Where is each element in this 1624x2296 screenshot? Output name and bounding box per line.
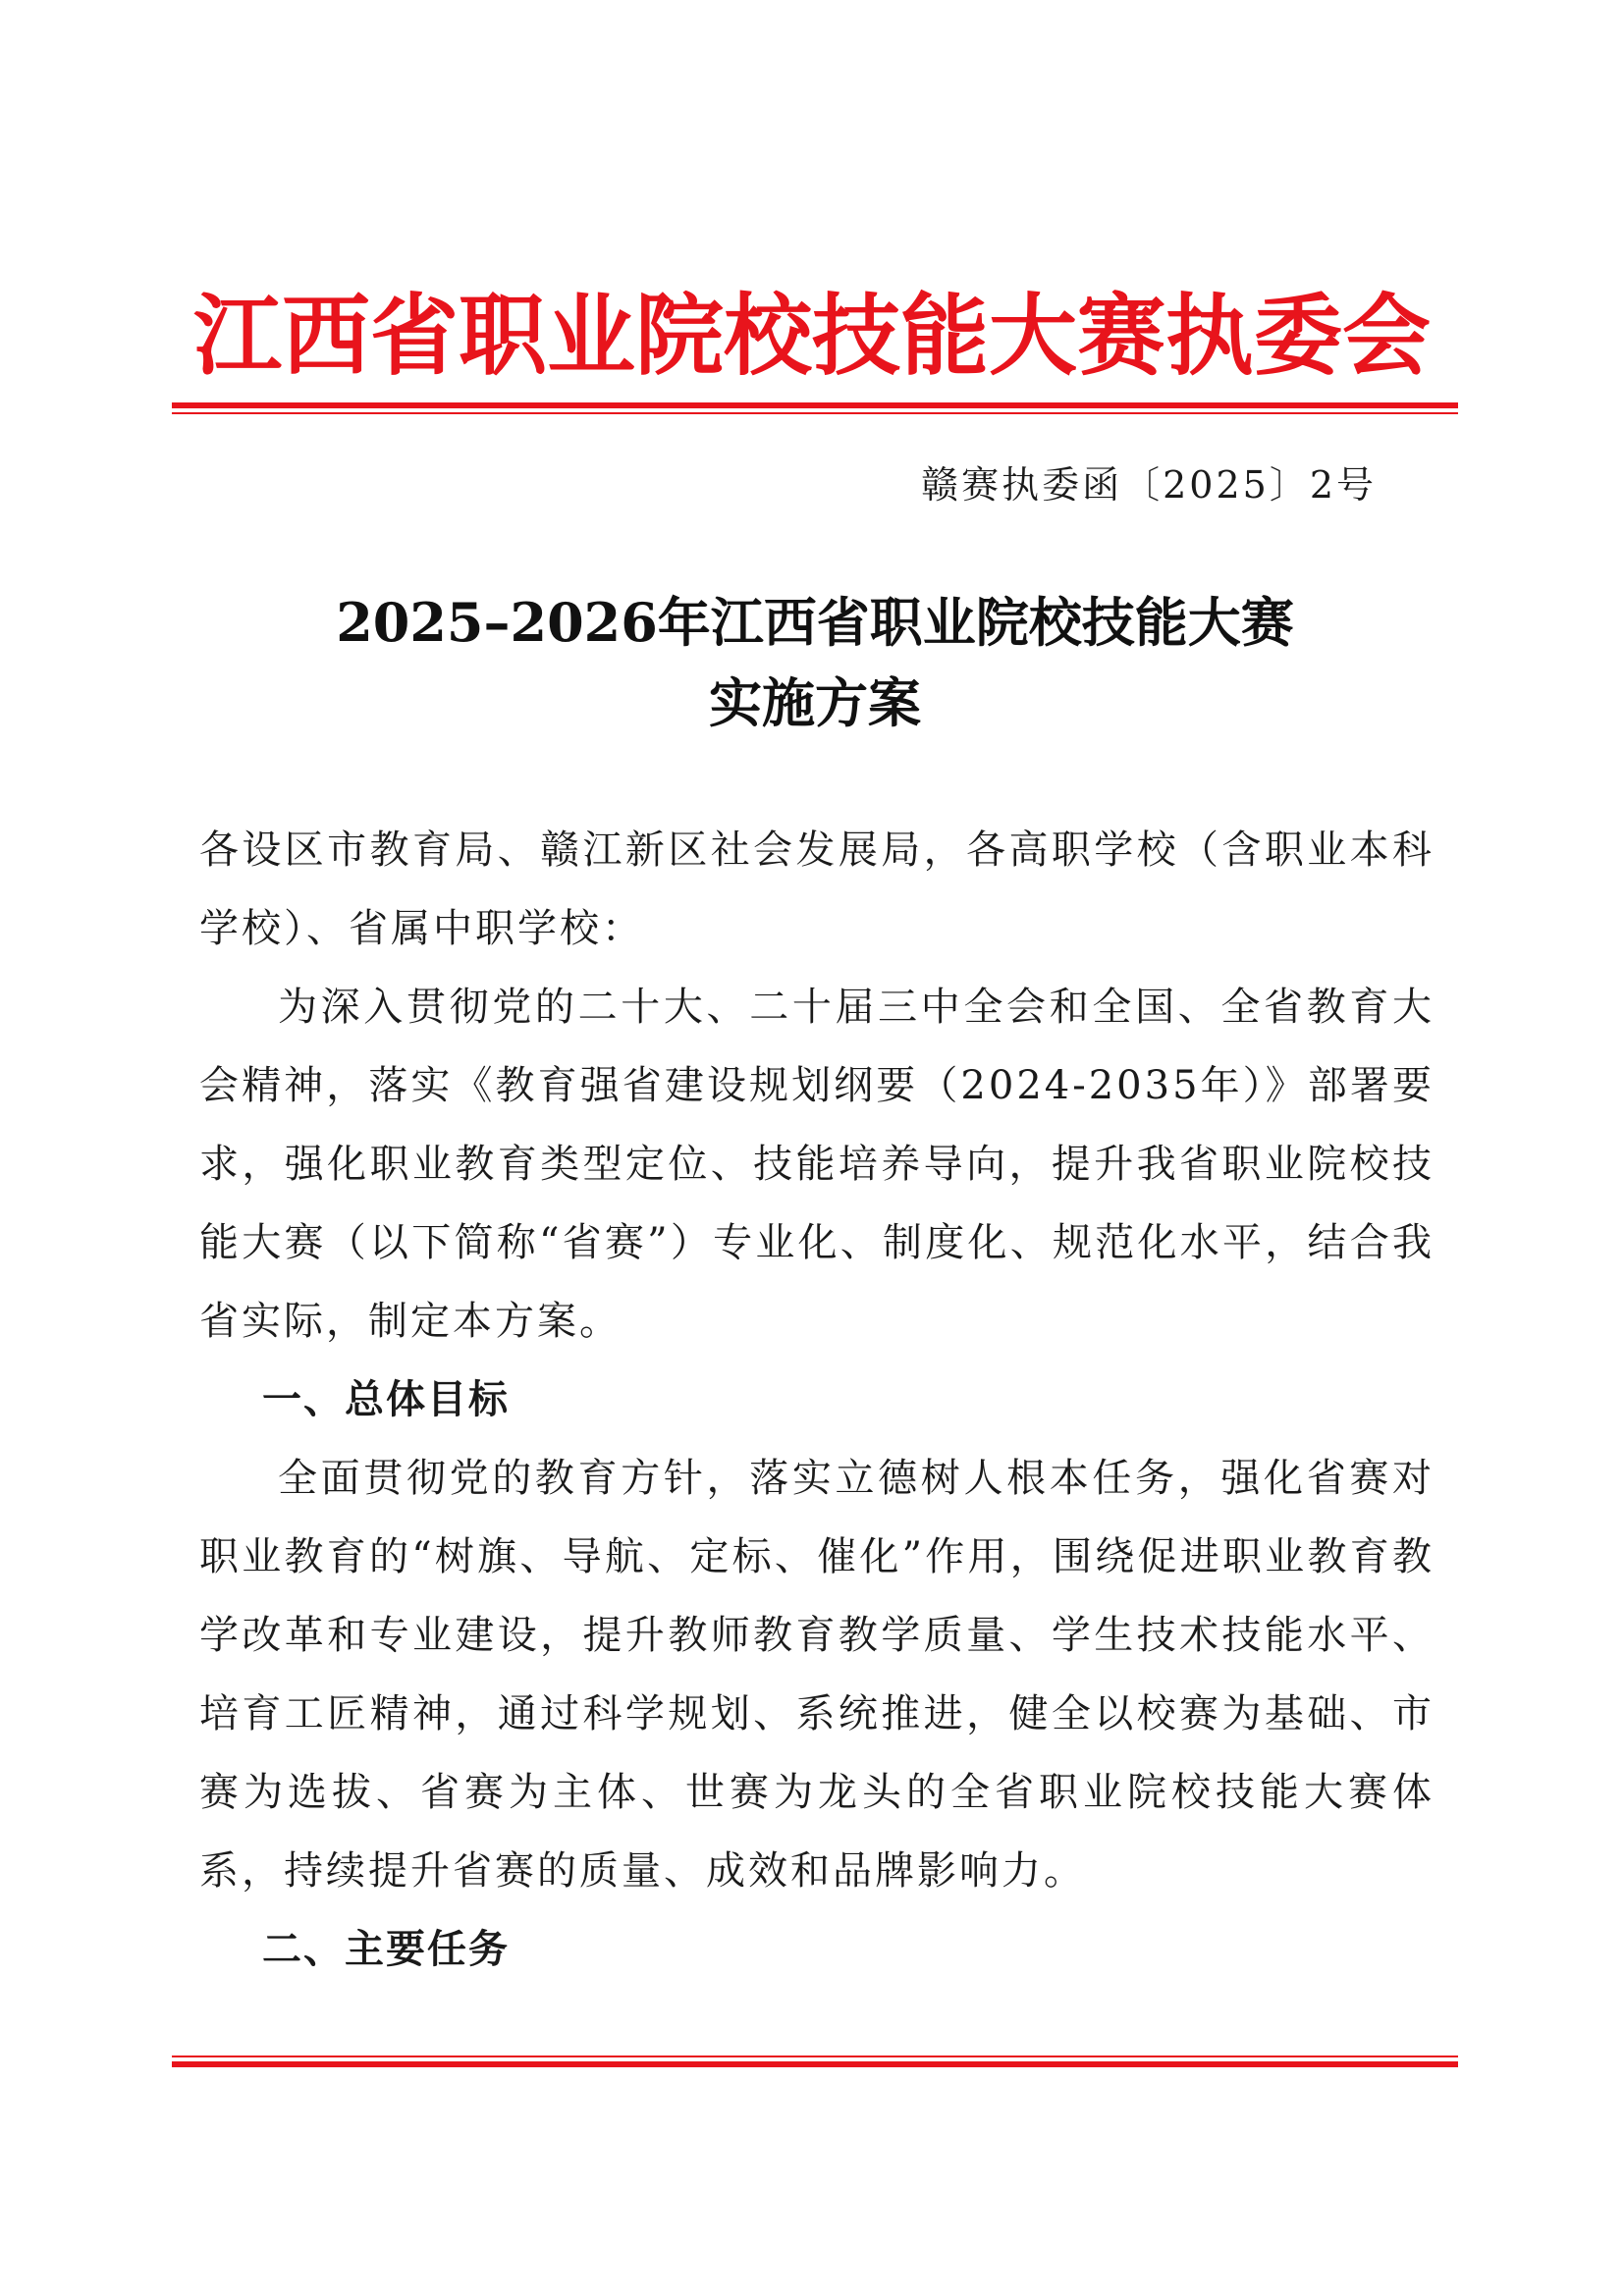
document-title-line-1: 2025–2026年江西省职业院校技能大赛 — [336, 591, 1294, 654]
footer-divider-thick — [172, 2061, 1458, 2067]
footer-divider-thin — [172, 2056, 1458, 2057]
intro-paragraph: 为深入贯彻党的二十大、二十届三中全会和全国、全省教育大会精神，落实《教育强省建设规划纲要（2024-2035年）》部署要求，强化职业教育类型定位、技能培养导向，提升我省职业院校技能大赛（以下简称“省赛”）专业化、制度化、规范化水平，结合我省实际，制定本方案。 — [199, 985, 1435, 1344]
header-divider-thin — [172, 412, 1458, 414]
document-number: 赣赛执委函〔2025〕2号 — [921, 463, 1377, 507]
section-heading-1: 一、总体目标 — [262, 1377, 510, 1422]
header-divider-thick — [172, 402, 1458, 408]
document-body — [199, 811, 1435, 1989]
issuer-title: 江西省职业院校技能大赛执委会 — [193, 284, 1431, 388]
section-heading-2: 二、主要任务 — [262, 1927, 510, 1972]
salutation: 各设区市教育局、赣江新区社会发展局，各高职学校（含职业本科学校）、省属中职学校： — [199, 828, 1435, 951]
document-title-line-2: 实施方案 — [709, 671, 921, 734]
section-1-paragraph: 全面贯彻党的教育方针，落实立德树人根本任务，强化省赛对职业教育的“树旗、导航、定标、催化”作用，围绕促进职业教育教学改革和专业建设，提升教师教育教学质量、学生技术技能水平、培育工匠精神，通过科学规划、系统推进，健全以校赛为基础、市赛为选拔、省赛为主体、世赛为龙头的全省职业院校技能大赛体系，持续提升省赛的质量、成效和品牌影响力。 — [199, 1456, 1435, 1894]
